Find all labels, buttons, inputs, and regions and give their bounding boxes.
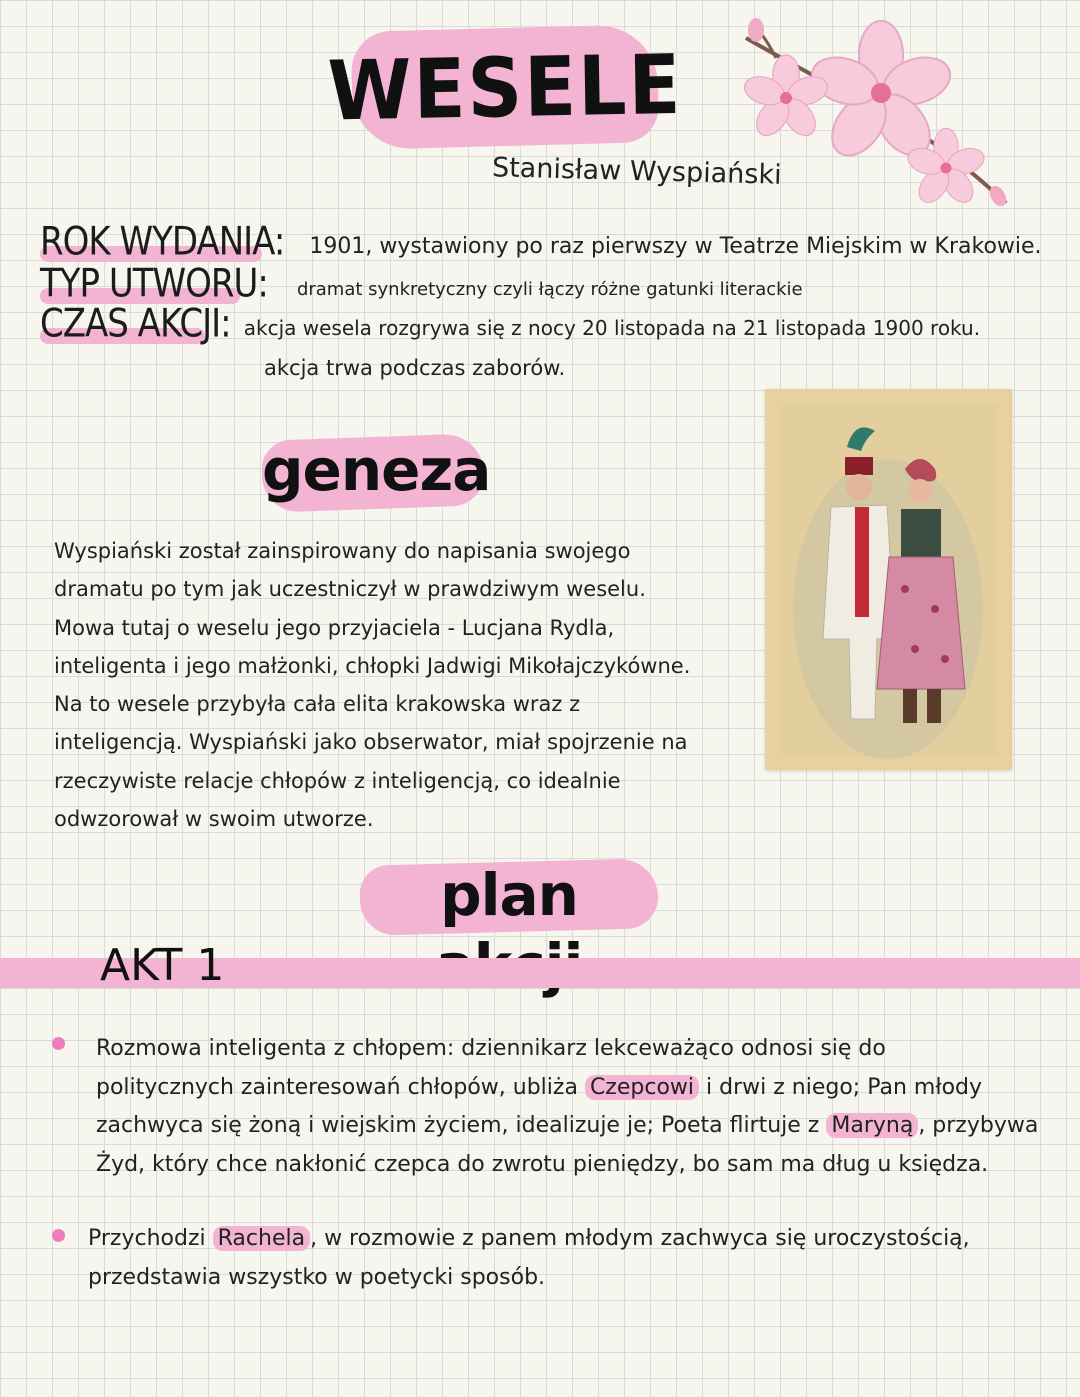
genesis-line: inteligenta i jego małżonki, chłopki Jadwigi Mikołajczykówne. <box>54 653 691 678</box>
bullet-dot <box>52 1229 65 1242</box>
folk-couple-photo <box>765 389 1012 770</box>
cherry-blossom-icon <box>736 18 1026 218</box>
genesis-line: Wyspiański został zainspirowany do napisania swojego <box>54 539 631 563</box>
genesis-line: Na to wesele przybyła cała elita krakowska wraz z <box>54 692 581 717</box>
genesis-line: Mowa tutaj o weselu jego przyjaciela - Lucjana Rydla, <box>54 615 615 640</box>
genesis-line: inteligencją. Wyspiański jako obserwator, miał spojrzenie na <box>54 730 688 755</box>
highlight-maryna: Maryną <box>826 1113 918 1138</box>
bullet-dot <box>52 1037 65 1050</box>
bullet-text: zachwyca się żoną i wiejskim życiem, idealizuje je; Poeta flirtuje z <box>96 1113 820 1139</box>
type-value: dramat synkretyczny czyli łączy różne gatunki literackie <box>296 279 803 300</box>
bullet-line <box>96 1107 1039 1146</box>
page-title: WESELE <box>326 35 684 139</box>
bullet-text: Przychodzi <box>88 1226 206 1251</box>
genesis-paragraph <box>54 532 754 838</box>
bullet-text: politycznych zainteresowań chłopów, ubliża <box>96 1074 578 1100</box>
type-label: TYP UTWORU: <box>40 261 268 307</box>
time-value-second: akcja trwa podczas zaborów. <box>264 356 566 380</box>
act-label: AKT 1 <box>100 940 225 991</box>
bullet-item <box>96 1030 1039 1185</box>
genesis-heading: geneza <box>262 436 491 504</box>
highlight-rachela: Rachela <box>213 1226 310 1251</box>
highlight-czepiec: Czepcowi <box>585 1075 699 1100</box>
author-name: Stanisław Wyspiański <box>491 152 782 191</box>
bullet-line: Żyd, który chce nakłonić czepca do zwrotu pieniędzy, bo sam ma dług u księdza. <box>96 1152 989 1178</box>
bullet-text: , w rozmowie z panem młodym zachwyca się uroczystością, <box>310 1226 970 1251</box>
bullet-line <box>88 1220 1028 1259</box>
bullet-item <box>88 1220 1028 1297</box>
bullet-text: i drwi z niego; Pan młody <box>706 1074 983 1100</box>
genesis-line: rzeczywiste relacje chłopów z inteligencją, co idealnie <box>54 768 621 793</box>
genesis-line: odwzorował w swoim utworze. <box>54 807 374 832</box>
year-row <box>40 219 1042 265</box>
bullet-line: przedstawia wszystko w poetycki sposób. <box>88 1264 546 1290</box>
bullet-text: , przybywa <box>918 1113 1039 1139</box>
time-label: CZAS AKCJI: <box>40 301 231 347</box>
bullet-line <box>96 1069 1036 1108</box>
bullet-line: Rozmowa inteligenta z chłopem: dziennikarz lekceważąco odnosi się do <box>96 1036 886 1061</box>
year-value: 1901, wystawiony po raz pierwszy w Teatrze Miejskim w Krakowie. <box>309 234 1042 259</box>
time-value: akcja wesela rozgrywa się z nocy 20 listopada na 21 listopada 1900 roku. <box>243 316 981 340</box>
time-row <box>40 301 981 347</box>
plan-heading: plan <box>440 861 578 929</box>
genesis-line: dramatu po tym jak uczestniczył w prawdziwym weselu. <box>54 577 646 602</box>
year-label: ROK WYDANIA: <box>40 219 285 265</box>
type-row <box>40 261 803 307</box>
